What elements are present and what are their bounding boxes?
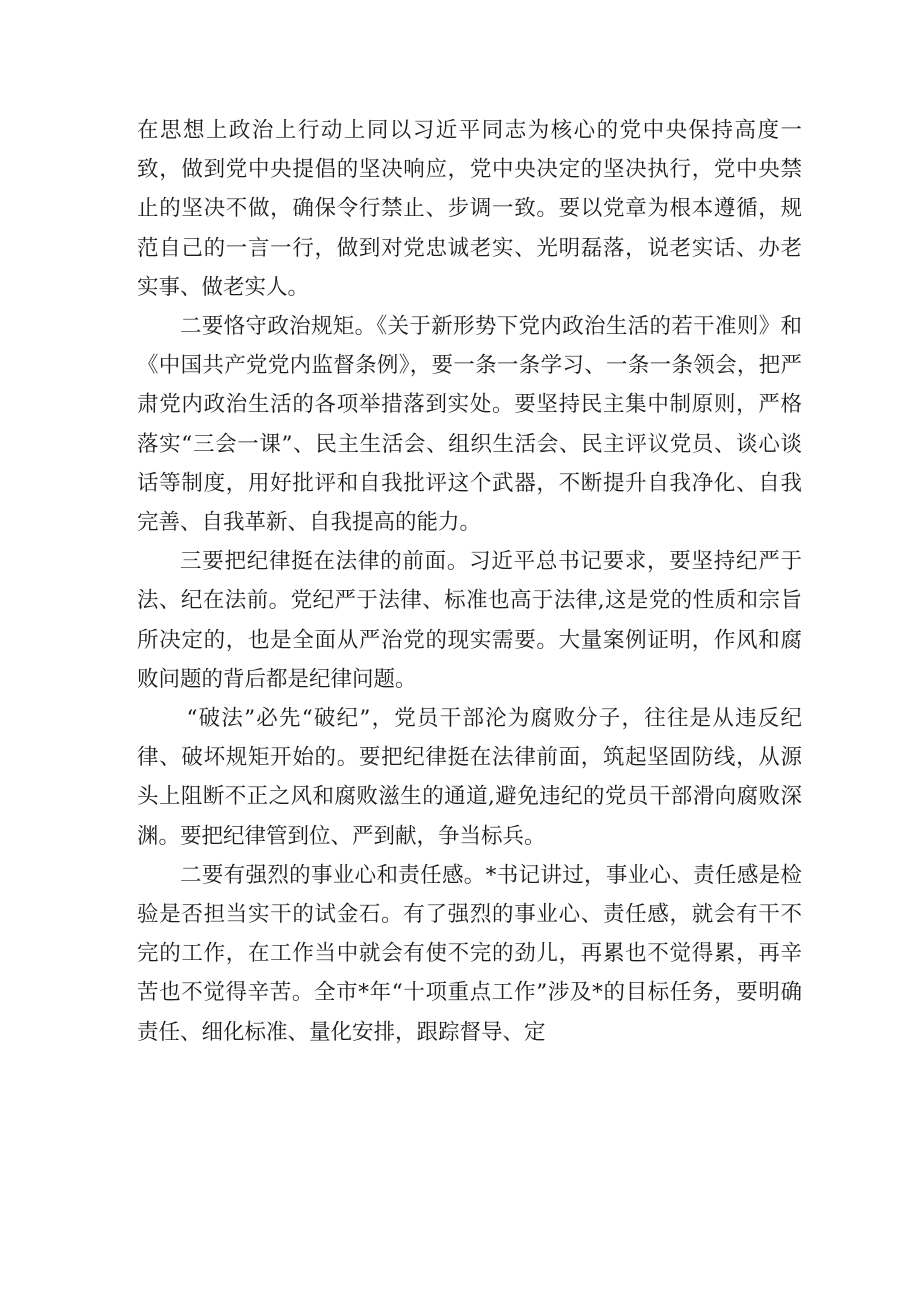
document-body — [137, 111, 802, 1052]
paragraph-break-law-break-discipline: “破法”必先“破纪”，党员干部沦为腐败分子，往往是从违反纪律、破坏规矩开始的。要把纪律挺在法律前面，筑起坚固防线，从源头上阻断不正之风和腐败滋生的通道,避免违纪的党员干部滑向腐败深渊。要把纪律管到位、严到献，争当标兵。 — [137, 706, 802, 849]
paragraph-discipline-before-law: 三要把纪律挺在法律的前面。习近平总书记要求，要坚持纪严于法、纪在法前。党纪严于法律、标准也高于法律,这是党的性质和宗旨所决定的，也是全面从严治党的现实需要。大量案例证明，作风和腐败问题的背后都是纪律问题。 — [137, 549, 802, 692]
paragraph-political-rules: 二要恪守政治规矩。《关于新形势下党内政治生活的若干准则》和《中国共产党党内监督条例》，要一条一条学习、一条一条领会，把严肃党内政治生活的各项举措落到实处。要坚持民主集中制原则，严格落实“三会一课”、民主生活会、组织生活会、民主评议党员、谈心谈话等制度，用好批评和自我批评这个武器，不断提升自我净化、自我完善、自我革新、自我提高的能力。 — [137, 314, 802, 536]
paragraph-sense-of-responsibility: 二要有强烈的事业心和责任感。*书记讲过，事业心、责任感是检验是否担当实干的试金石。有了强烈的事业心、责任感，就会有干不完的工作，在工作当中就会有使不完的劲儿，再累也不觉得累，再辛苦也不觉得辛苦。全市*年“十项重点工作”涉及*的目标任务，要明确责任、细化标准、量化安排，跟踪督导、定 — [137, 862, 802, 1045]
paragraph-continued: 在思想上政治上行动上同以习近平同志为核心的党中央保持高度一致，做到党中央提倡的坚决响应，党中央决定的坚决执行，党中央禁止的坚决不做，确保令行禁止、步调一致。要以党章为根本遵循，规范自己的一言一行，做到对党忠诚老实、光明磊落，说老实话、办老实事、做老实人。 — [137, 118, 802, 300]
